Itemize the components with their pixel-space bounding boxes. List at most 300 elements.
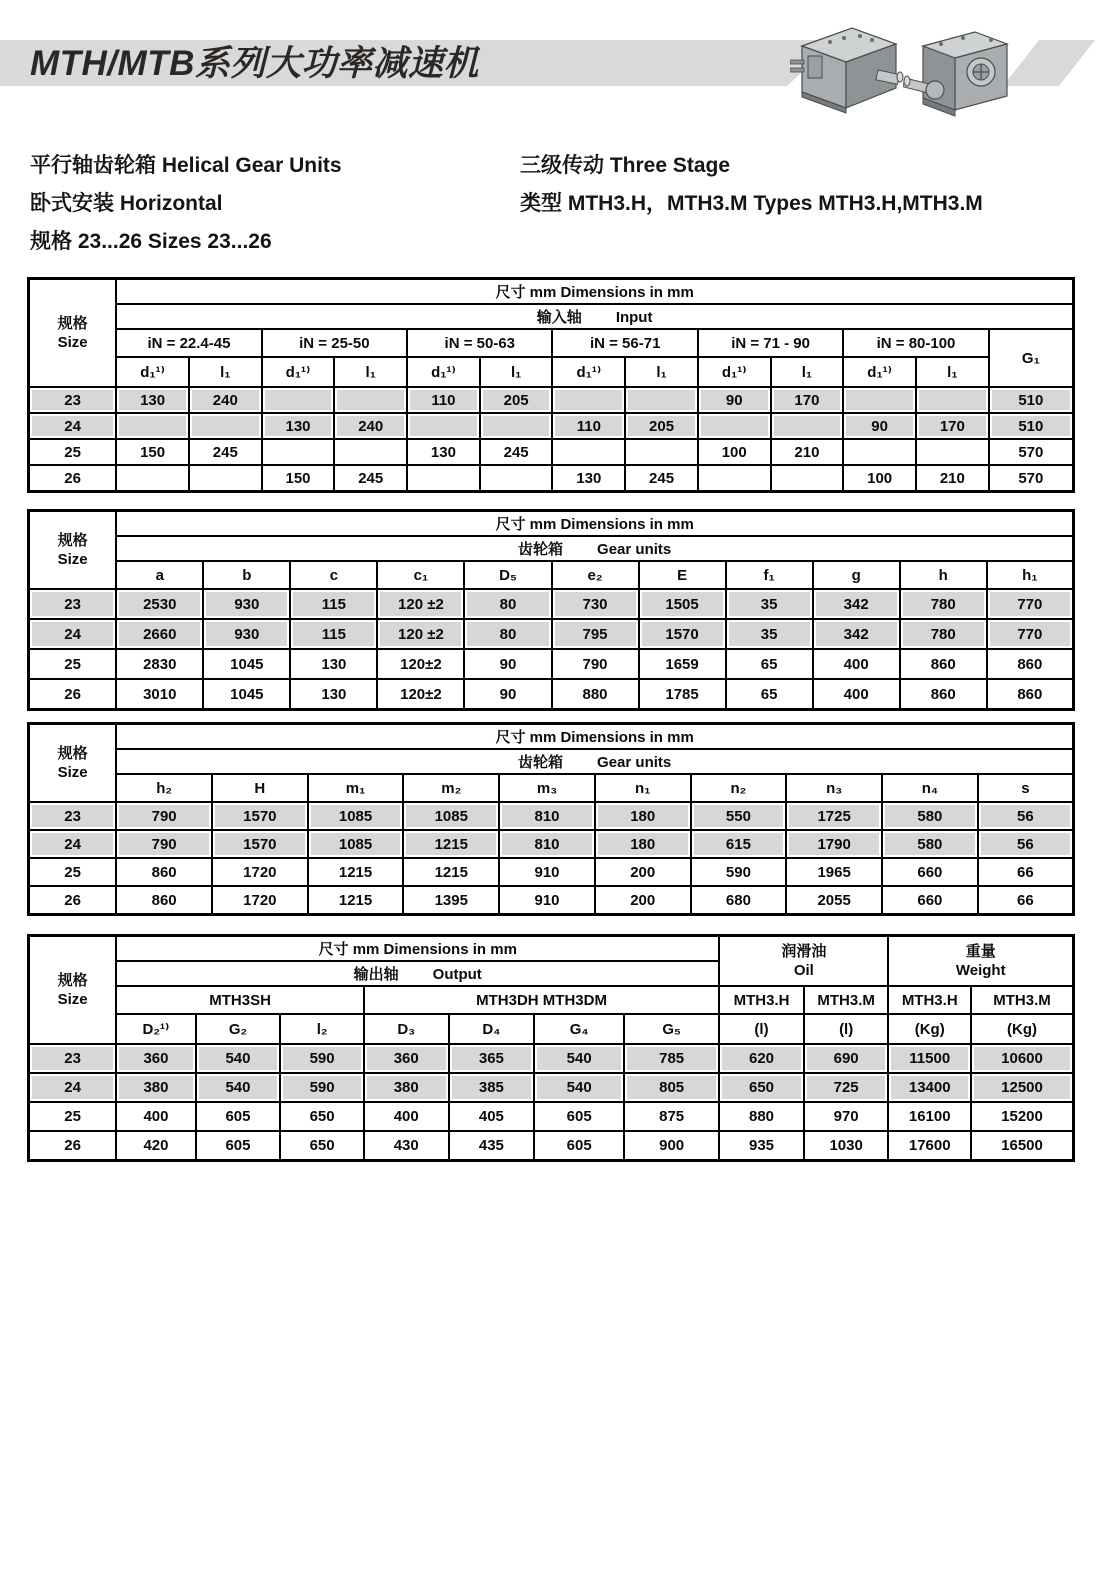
input-shaft-dimensions-table: [27, 277, 1075, 493]
value-cell: 790: [116, 830, 212, 858]
size-label-en: Size: [57, 991, 88, 1008]
size-label-en: Size: [57, 764, 88, 781]
value-cell: 540: [534, 1044, 624, 1073]
value-cell: 615: [691, 830, 787, 858]
weight-type-mth3m: MTH3.M: [971, 986, 1073, 1014]
output-label-cn: 输出轴: [353, 966, 399, 983]
value-cell: 1215: [308, 886, 404, 915]
value-cell: 66: [978, 858, 1074, 886]
type-group-mth3dh-mth3dm: MTH3DH MTH3DM: [364, 986, 719, 1014]
size-cell: 25: [29, 858, 117, 886]
input-label-cn: 输入轴: [536, 309, 582, 326]
value-cell: 205: [480, 387, 553, 413]
value-cell: 12500: [971, 1073, 1073, 1102]
value-cell: 245: [189, 439, 262, 465]
table-row: [29, 830, 1074, 858]
col-header-d1: d₁¹⁾: [116, 357, 189, 387]
size-label-cn: 规格: [57, 532, 88, 549]
value-cell: 1215: [403, 858, 499, 886]
value-cell: 1030: [804, 1131, 889, 1161]
value-cell: [552, 387, 625, 413]
gearbox-illustration-right: [903, 20, 1015, 120]
value-cell: 860: [900, 679, 987, 710]
col-header: E: [639, 561, 726, 589]
value-cell: 110: [552, 413, 625, 439]
size-cell: 24: [29, 1073, 117, 1102]
value-cell: 80: [464, 619, 551, 649]
value-cell: 880: [719, 1102, 804, 1131]
value-cell: 770: [987, 589, 1074, 619]
value-cell: 1085: [308, 830, 404, 858]
size-label-en: Size: [57, 551, 88, 568]
value-cell: 1720: [212, 858, 308, 886]
col-header-l1: l₁: [625, 357, 698, 387]
value-cell: 56: [978, 830, 1074, 858]
size-label-en: Size: [57, 334, 88, 351]
value-cell: 245: [480, 439, 553, 465]
col-header: a: [116, 561, 203, 589]
value-cell: 510: [989, 413, 1074, 439]
value-cell: 1785: [639, 679, 726, 710]
size-cell: 24: [29, 830, 117, 858]
value-cell: 2660: [116, 619, 203, 649]
value-cell: 690: [804, 1044, 889, 1073]
value-cell: 1085: [403, 802, 499, 830]
value-cell: 405: [449, 1102, 535, 1131]
col-header: h₁: [987, 561, 1074, 589]
ratio-group-header: iN = 25-50: [262, 329, 407, 357]
value-cell: 1505: [639, 589, 726, 619]
value-cell: 10600: [971, 1044, 1073, 1073]
size-cell: 26: [29, 1131, 117, 1161]
value-cell: 660: [882, 858, 978, 886]
value-cell: 910: [499, 886, 595, 915]
value-cell: 17600: [888, 1131, 971, 1161]
value-cell: [189, 413, 262, 439]
table-row: [29, 1044, 1074, 1073]
value-cell: [116, 413, 189, 439]
value-cell: 725: [804, 1073, 889, 1102]
value-cell: 11500: [888, 1044, 971, 1073]
value-cell: 80: [464, 589, 551, 619]
value-cell: 570: [989, 465, 1074, 492]
value-cell: 935: [719, 1131, 804, 1161]
col-header: D₅: [464, 561, 551, 589]
dimensions-header: 尺寸 mm Dimensions in mm: [116, 511, 1073, 537]
value-cell: 2830: [116, 649, 203, 679]
col-header: n₂: [691, 774, 787, 802]
col-header-d1: d₁¹⁾: [407, 357, 480, 387]
value-cell: 130: [407, 439, 480, 465]
table-row: [29, 439, 1074, 465]
col-header: G₅: [624, 1014, 719, 1044]
size-cell: 25: [29, 1102, 117, 1131]
size-label-cn: 规格: [57, 972, 88, 989]
value-cell: 65: [726, 679, 813, 710]
value-cell: 605: [196, 1131, 281, 1161]
oil-type-mth3h: MTH3.H: [719, 986, 804, 1014]
value-cell: 875: [624, 1102, 719, 1131]
size-label-cn: 规格: [57, 745, 88, 762]
value-cell: 66: [978, 886, 1074, 915]
col-header-l1: l₁: [334, 357, 407, 387]
value-cell: [262, 387, 335, 413]
value-cell: 1725: [786, 802, 882, 830]
col-header: h₂: [116, 774, 212, 802]
value-cell: 605: [534, 1131, 624, 1161]
col-header: c₁: [377, 561, 464, 589]
col-header-d1: d₁¹⁾: [552, 357, 625, 387]
size-column-header: [29, 936, 117, 1045]
value-cell: 590: [280, 1044, 364, 1073]
value-cell: 170: [916, 413, 989, 439]
value-cell: 180: [595, 830, 691, 858]
value-cell: 130: [262, 413, 335, 439]
value-cell: 15200: [971, 1102, 1073, 1131]
value-cell: 13400: [888, 1073, 971, 1102]
col-header: h: [900, 561, 987, 589]
col-header: D₃: [364, 1014, 449, 1044]
value-cell: [625, 439, 698, 465]
value-cell: 860: [116, 858, 212, 886]
table-row: [29, 886, 1074, 915]
value-cell: 790: [552, 649, 639, 679]
value-cell: 1215: [403, 830, 499, 858]
output-shaft-oil-weight-table: [27, 934, 1075, 1162]
value-cell: 1570: [212, 802, 308, 830]
size-cell: 26: [29, 886, 117, 915]
value-cell: 400: [813, 679, 900, 710]
value-cell: 435: [449, 1131, 535, 1161]
value-cell: 16100: [888, 1102, 971, 1131]
size-column-header: [29, 279, 117, 388]
size-cell: 24: [29, 413, 117, 439]
ratio-group-header: iN = 80-100: [843, 329, 988, 357]
size-column-header: [29, 724, 117, 803]
value-cell: 130: [290, 649, 377, 679]
gear-units-label-cn: 齿轮箱: [518, 541, 564, 558]
value-cell: 605: [196, 1102, 281, 1131]
value-cell: 930: [203, 619, 290, 649]
value-cell: 115: [290, 589, 377, 619]
value-cell: 910: [499, 858, 595, 886]
value-cell: 245: [625, 465, 698, 492]
size-column-header: [29, 511, 117, 590]
col-header-l1: l₁: [771, 357, 844, 387]
value-cell: 970: [804, 1102, 889, 1131]
gear-units-section-header: [116, 749, 1073, 774]
table-row: [29, 589, 1074, 619]
value-cell: 210: [771, 439, 844, 465]
col-header-d1: d₁¹⁾: [843, 357, 916, 387]
value-cell: 1215: [308, 858, 404, 886]
intro-line-stage: 三级传动 Three Stage: [520, 154, 731, 177]
table-row: [29, 1073, 1074, 1102]
value-cell: [116, 465, 189, 492]
size-cell: 25: [29, 439, 117, 465]
col-header: H: [212, 774, 308, 802]
output-label-en: Output: [432, 966, 482, 983]
value-cell: 1085: [308, 802, 404, 830]
gear-units-label-en: Gear units: [597, 541, 672, 558]
banner-accent-strip: [1003, 40, 1095, 86]
value-cell: 780: [900, 589, 987, 619]
value-cell: 342: [813, 589, 900, 619]
value-cell: 570: [989, 439, 1074, 465]
gear-unit-dimensions-table-2: [27, 722, 1075, 916]
col-header-d1: d₁¹⁾: [698, 357, 771, 387]
col-header: (l): [719, 1014, 804, 1044]
value-cell: [698, 465, 771, 492]
type-group-mth3sh: MTH3SH: [116, 986, 364, 1014]
value-cell: 115: [290, 619, 377, 649]
g1-column-header: G₁: [989, 329, 1074, 387]
intro-line-horizontal: 卧式安装 Horizontal: [30, 192, 223, 215]
col-header: m₃: [499, 774, 595, 802]
table-row: [29, 387, 1074, 413]
value-cell: 810: [499, 802, 595, 830]
oil-section-header: [719, 936, 888, 987]
table-row: [29, 413, 1074, 439]
value-cell: 400: [813, 649, 900, 679]
col-header: G₄: [534, 1014, 624, 1044]
value-cell: 1965: [786, 858, 882, 886]
value-cell: 240: [334, 413, 407, 439]
col-header: (Kg): [888, 1014, 971, 1044]
value-cell: 580: [882, 830, 978, 858]
table-row: [29, 1131, 1074, 1161]
value-cell: 65: [726, 649, 813, 679]
value-cell: 860: [987, 649, 1074, 679]
value-cell: [698, 413, 771, 439]
col-header: (l): [804, 1014, 889, 1044]
value-cell: 130: [116, 387, 189, 413]
table-row: [29, 802, 1074, 830]
col-header: l₂: [280, 1014, 364, 1044]
size-cell: 23: [29, 802, 117, 830]
col-header: f₁: [726, 561, 813, 589]
output-section-header: [116, 961, 719, 986]
value-cell: 365: [449, 1044, 535, 1073]
value-cell: 2055: [786, 886, 882, 915]
value-cell: [625, 387, 698, 413]
value-cell: 795: [552, 619, 639, 649]
size-cell: 26: [29, 679, 117, 710]
value-cell: 770: [987, 619, 1074, 649]
ratio-group-header: iN = 50-63: [407, 329, 552, 357]
size-cell: 25: [29, 649, 117, 679]
value-cell: 90: [698, 387, 771, 413]
col-header: c: [290, 561, 377, 589]
value-cell: 1720: [212, 886, 308, 915]
dimensions-header: 尺寸 mm Dimensions in mm: [116, 279, 1073, 305]
value-cell: 120±2: [377, 679, 464, 710]
size-cell: 23: [29, 589, 117, 619]
value-cell: [407, 465, 480, 492]
gear-units-section-header: [116, 536, 1073, 561]
size-cell: 23: [29, 1044, 117, 1073]
value-cell: 680: [691, 886, 787, 915]
value-cell: 385: [449, 1073, 535, 1102]
value-cell: [771, 413, 844, 439]
col-header: n₃: [786, 774, 882, 802]
oil-label-cn: 润滑油: [781, 943, 827, 960]
table-row: [29, 1102, 1074, 1131]
value-cell: 1045: [203, 679, 290, 710]
size-cell: 24: [29, 619, 117, 649]
value-cell: 860: [116, 886, 212, 915]
value-cell: [916, 387, 989, 413]
value-cell: 380: [364, 1073, 449, 1102]
value-cell: 810: [499, 830, 595, 858]
value-cell: 16500: [971, 1131, 1073, 1161]
value-cell: 1659: [639, 649, 726, 679]
value-cell: 56: [978, 802, 1074, 830]
value-cell: [334, 439, 407, 465]
value-cell: 790: [116, 802, 212, 830]
gear-units-label-en: Gear units: [597, 754, 672, 771]
value-cell: 930: [203, 589, 290, 619]
value-cell: 120±2: [377, 649, 464, 679]
value-cell: 120 ±2: [377, 619, 464, 649]
size-label-cn: 规格: [57, 315, 88, 332]
weight-label-en: Weight: [955, 962, 1006, 979]
size-cell: 23: [29, 387, 117, 413]
value-cell: 130: [552, 465, 625, 492]
ratio-group-header: iN = 56-71: [552, 329, 697, 357]
value-cell: [480, 465, 553, 492]
value-cell: 342: [813, 619, 900, 649]
value-cell: [843, 439, 916, 465]
col-header-l1: l₁: [189, 357, 262, 387]
value-cell: [916, 439, 989, 465]
value-cell: 620: [719, 1044, 804, 1073]
value-cell: 540: [196, 1044, 281, 1073]
oil-type-mth3m: MTH3.M: [804, 986, 889, 1014]
intro-right-column: [520, 147, 983, 223]
value-cell: 400: [364, 1102, 449, 1131]
gear-units-label-cn: 齿轮箱: [518, 754, 564, 771]
value-cell: 420: [116, 1131, 195, 1161]
value-cell: 785: [624, 1044, 719, 1073]
value-cell: 150: [116, 439, 189, 465]
weight-type-mth3h: MTH3.H: [888, 986, 971, 1014]
col-header: (Kg): [971, 1014, 1073, 1044]
gear-unit-dimensions-table-1: [27, 509, 1075, 711]
table-row: [29, 649, 1074, 679]
value-cell: 120 ±2: [377, 589, 464, 619]
value-cell: 400: [116, 1102, 195, 1131]
input-label-en: Input: [615, 309, 653, 326]
value-cell: 130: [290, 679, 377, 710]
col-header: n₁: [595, 774, 691, 802]
value-cell: 90: [464, 649, 551, 679]
intro-line-sizes: 规格 23...26 Sizes 23...26: [30, 230, 272, 253]
value-cell: 550: [691, 802, 787, 830]
ratio-group-header: iN = 22.4-45: [116, 329, 261, 357]
value-cell: [552, 439, 625, 465]
value-cell: [843, 387, 916, 413]
col-header-l1: l₁: [480, 357, 553, 387]
col-header: b: [203, 561, 290, 589]
col-header: D₂¹⁾: [116, 1014, 195, 1044]
gearbox-illustration-left: [790, 16, 905, 116]
value-cell: 110: [407, 387, 480, 413]
value-cell: 880: [552, 679, 639, 710]
value-cell: 100: [698, 439, 771, 465]
value-cell: [771, 465, 844, 492]
value-cell: 90: [843, 413, 916, 439]
value-cell: 35: [726, 619, 813, 649]
col-header: e₂: [552, 561, 639, 589]
value-cell: 580: [882, 802, 978, 830]
value-cell: 730: [552, 589, 639, 619]
value-cell: 200: [595, 886, 691, 915]
table-row: [29, 679, 1074, 710]
value-cell: 540: [196, 1073, 281, 1102]
value-cell: 780: [900, 619, 987, 649]
value-cell: 540: [534, 1073, 624, 1102]
table-row: [29, 465, 1074, 492]
value-cell: 380: [116, 1073, 195, 1102]
value-cell: 205: [625, 413, 698, 439]
value-cell: 1570: [212, 830, 308, 858]
value-cell: 650: [719, 1073, 804, 1102]
value-cell: 805: [624, 1073, 719, 1102]
value-cell: 590: [280, 1073, 364, 1102]
value-cell: [262, 439, 335, 465]
dimensions-header: 尺寸 mm Dimensions in mm: [116, 724, 1073, 750]
value-cell: [189, 465, 262, 492]
value-cell: [480, 413, 553, 439]
value-cell: 650: [280, 1131, 364, 1161]
value-cell: 100: [843, 465, 916, 492]
oil-label-en: Oil: [793, 962, 814, 979]
value-cell: 1570: [639, 619, 726, 649]
value-cell: 245: [334, 465, 407, 492]
value-cell: 240: [189, 387, 262, 413]
col-header: n₄: [882, 774, 978, 802]
intro-left-column: [30, 147, 342, 261]
weight-section-header: [888, 936, 1073, 987]
value-cell: 3010: [116, 679, 203, 710]
weight-label-cn: 重量: [965, 943, 996, 960]
table-row: [29, 858, 1074, 886]
value-cell: 200: [595, 858, 691, 886]
value-cell: 590: [691, 858, 787, 886]
value-cell: 860: [900, 649, 987, 679]
value-cell: 510: [989, 387, 1074, 413]
col-header: D₄: [449, 1014, 535, 1044]
value-cell: 660: [882, 886, 978, 915]
value-cell: 35: [726, 589, 813, 619]
value-cell: 860: [987, 679, 1074, 710]
value-cell: 430: [364, 1131, 449, 1161]
col-header: s: [978, 774, 1074, 802]
value-cell: 150: [262, 465, 335, 492]
dimensions-header: 尺寸 mm Dimensions in mm: [116, 936, 719, 962]
col-header: m₂: [403, 774, 499, 802]
size-cell: 26: [29, 465, 117, 492]
page-title: MTH/MTB系列大功率减速机: [30, 44, 479, 83]
value-cell: 360: [364, 1044, 449, 1073]
value-cell: 360: [116, 1044, 195, 1073]
input-section-header: [116, 304, 1073, 329]
col-header-d1: d₁¹⁾: [262, 357, 335, 387]
value-cell: 900: [624, 1131, 719, 1161]
value-cell: 180: [595, 802, 691, 830]
value-cell: 90: [464, 679, 551, 710]
